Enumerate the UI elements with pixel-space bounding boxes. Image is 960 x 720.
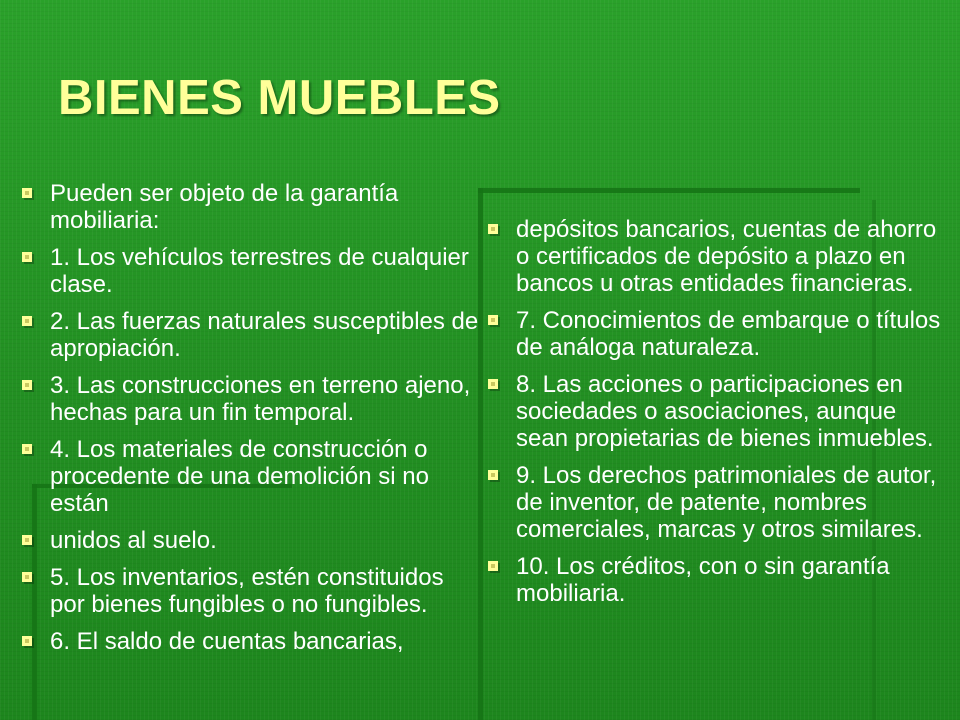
- list-item: [20, 564, 480, 618]
- list-item-text: 5. Los inventarios, estén constituidos por bienes fungibles o no fungibles.: [50, 564, 444, 618]
- slide-title: BIENES MUEBLES: [58, 71, 501, 125]
- list-item: [20, 308, 480, 362]
- list-item-text: 9. Los derechos patrimoniales de autor, de inventor, de patente, nombres comerciales, marcas y otros similares.: [516, 462, 937, 543]
- square-bullet-icon: [22, 572, 32, 582]
- list-item-text: 2. Las fuerzas naturales susceptibles de apropiación.: [50, 308, 479, 362]
- square-bullet-icon: [22, 535, 32, 545]
- list-item: [486, 553, 948, 607]
- list-item: [20, 436, 480, 517]
- list-item: [486, 462, 948, 543]
- list-item-text: 4. Los materiales de construcción o procedente de una demolición si no están: [50, 436, 429, 517]
- list-item-text: 7. Conocimientos de embarque o títulos de análoga naturaleza.: [516, 307, 941, 361]
- decorative-line: [478, 188, 860, 193]
- list-item-text: 1. Los vehículos terrestres de cualquier clase.: [50, 244, 469, 298]
- list-item-text: 10. Los créditos, con o sin garantía mobiliaria.: [516, 553, 890, 607]
- square-bullet-icon: [488, 379, 498, 389]
- right-bullet-list: [486, 216, 948, 617]
- list-item-text: 6. El saldo de cuentas bancarias,: [50, 628, 404, 655]
- square-bullet-icon: [488, 224, 498, 234]
- square-bullet-icon: [22, 636, 32, 646]
- list-item: [486, 216, 948, 297]
- list-item: [20, 180, 480, 234]
- list-item: [20, 527, 480, 554]
- square-bullet-icon: [22, 380, 32, 390]
- list-item: [486, 307, 948, 361]
- square-bullet-icon: [22, 252, 32, 262]
- left-bullet-list: [20, 180, 480, 665]
- square-bullet-icon: [22, 188, 32, 198]
- list-item: [486, 371, 948, 452]
- square-bullet-icon: [22, 316, 32, 326]
- list-item: [20, 372, 480, 426]
- list-item: [20, 244, 480, 298]
- square-bullet-icon: [488, 561, 498, 571]
- list-item-text: unidos al suelo.: [50, 527, 217, 554]
- square-bullet-icon: [22, 444, 32, 454]
- list-item-text: Pueden ser objeto de la garantía mobiliaria:: [50, 180, 399, 234]
- list-item-text: 3. Las construcciones en terreno ajeno, hechas para un fin temporal.: [50, 372, 471, 426]
- list-item: [20, 628, 480, 655]
- list-item-text: 8. Las acciones o participaciones en sociedades o asociaciones, aunque sean propietarias de bienes inmuebles.: [516, 371, 934, 452]
- square-bullet-icon: [488, 315, 498, 325]
- list-item-text: depósitos bancarios, cuentas de ahorro o certificados de depósito a plazo en bancos u otras entidades financieras.: [516, 216, 937, 297]
- square-bullet-icon: [488, 470, 498, 480]
